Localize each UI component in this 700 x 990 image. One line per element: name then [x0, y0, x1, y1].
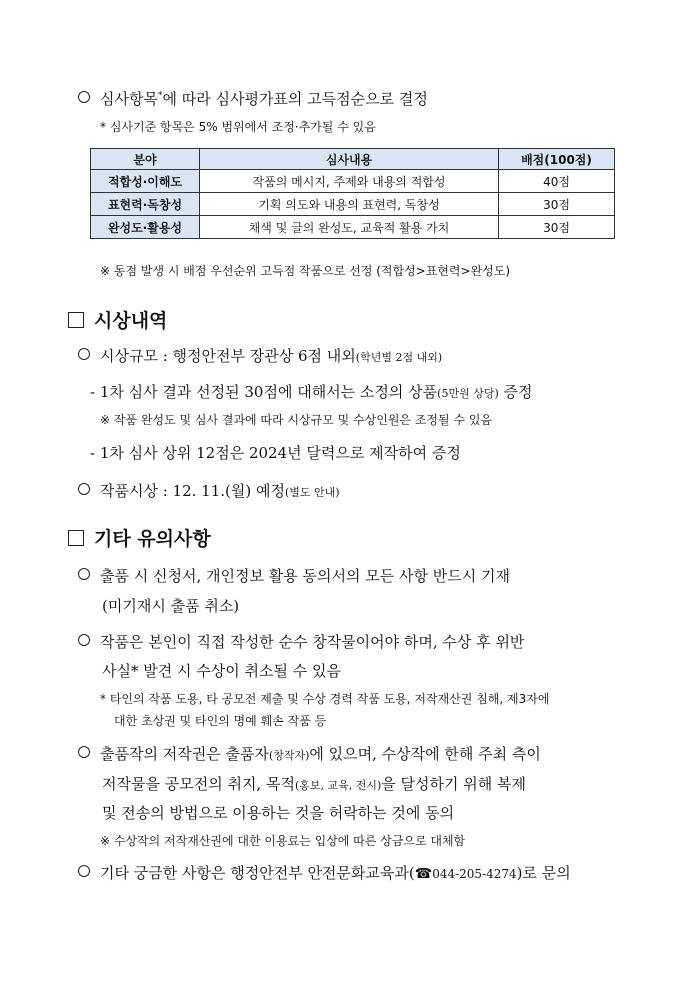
award-scale-text: 시상규모 : 행정안전부 장관상 6점 내외 [100, 347, 356, 365]
bullet-circle-icon [78, 746, 90, 758]
copyright-fee-note: ※ 수상작의 저작재산권에 대한 이용료는 입상에 따른 상금으로 대체함 [100, 834, 466, 848]
bullet-circle-icon [78, 634, 90, 646]
awards-heading-text: 시상내역 [94, 310, 168, 332]
score-table-header [91, 149, 615, 170]
evaluation-criteria-line [78, 88, 428, 109]
copyright-creator: (창작자) [268, 749, 310, 762]
row-category: 완성도·활용성 [91, 216, 200, 239]
bullet-circle-icon [78, 91, 90, 103]
contact-suffix: 로 문의 [522, 864, 571, 882]
awards-heading [68, 306, 167, 333]
row-score: 30점 [499, 193, 615, 216]
bullet-circle-icon [78, 483, 90, 495]
table-row [91, 216, 615, 239]
row-score: 40점 [499, 170, 615, 193]
first-round-prize-line [90, 381, 533, 402]
checkbox-square-icon [68, 312, 84, 328]
violation-note-2: 대한 초상권 및 타인의 명예 훼손 작품 등 [114, 714, 327, 728]
note-item-copyright [78, 743, 541, 764]
originality-cancel-text: 사실* 발견 시 수상이 취소될 수 있음 [102, 662, 341, 680]
ceremony-detail: (별도 안내) [284, 486, 340, 499]
violation-note-1: * 타인의 작품 도용, 타 공모전 제출 및 수상 경력 작품 도용, 저작재산권 침해, 제3자에 [100, 692, 550, 706]
copyright-text-b: 에 있으며, 수상작에 한해 주최 측이 [309, 745, 541, 763]
notes-heading-text: 기타 유의사항 [94, 528, 211, 550]
tie-break-note: ※ 동점 발생 시 배점 우선순위 고득점 작품으로 선정 (적합성>표현력>완성도) [100, 264, 511, 278]
row-content: 기획 의도와 내용의 표현력, 독창성 [200, 193, 499, 216]
footnote-star: * [157, 91, 163, 101]
copyright-purpose-a: 저작물을 공모전의 취지, 목적 [102, 775, 295, 793]
prize-value-detail: (5만원 상당) [437, 387, 499, 400]
ceremony-text: 작품시상 : 12. 11.(월) 예정 [100, 482, 285, 500]
contact-text: 기타 궁금한 사항은 행정안전부 안전문화교육과 [100, 864, 409, 882]
copyright-purpose-detail: (홍보, 교육, 전시) [294, 779, 382, 792]
row-content: 채색 및 글의 완성도, 교육적 활용 가치 [200, 216, 499, 239]
notes-heading [68, 524, 211, 551]
header-content: 심사내용 [200, 149, 499, 170]
table-row [91, 170, 615, 193]
criteria-text: 에 따라 심사평가표의 고득점순으로 결정 [162, 90, 428, 108]
note-item-originality [78, 631, 524, 652]
criteria-note: * 심사기준 항목은 5% 범위에서 조정·추가될 수 있음 [100, 120, 376, 134]
row-category: 적합성·이해도 [91, 170, 200, 193]
award-adjust-note: ※ 작품 완성도 및 심사 결과에 따라 시상규모 및 수상인원은 조정될 수 있음 [100, 413, 492, 427]
row-score: 30점 [499, 216, 615, 239]
ceremony-line [78, 480, 340, 501]
phone-icon: ☎ [414, 866, 433, 882]
row-category: 표현력·독창성 [91, 193, 200, 216]
criteria-label: 심사항목 [100, 90, 158, 108]
bullet-circle-icon [78, 865, 90, 877]
first-round-suffix: 증정 [498, 383, 533, 401]
copyright-text-a: 출품작의 저작권은 출품자 [100, 745, 269, 763]
row-content: 작품의 메시지, 주제와 내용의 적합성 [200, 170, 499, 193]
submission-cancel-text: (미기재시 출품 취소) [102, 597, 240, 615]
copyright-line-2 [102, 773, 526, 794]
checkbox-square-icon [68, 530, 84, 546]
note-item-submission [78, 565, 510, 586]
score-table [90, 148, 615, 239]
calendar-prize-line: - 1차 심사 상위 12점은 2024년 달력으로 제작하여 증정 [90, 444, 461, 462]
header-category: 분야 [91, 149, 200, 170]
table-row [91, 193, 615, 216]
originality-text: 작품은 본인이 직접 작성한 순수 창작물이어야 하며, 수상 후 위반 [100, 633, 525, 651]
copyright-purpose-b: 을 달성하기 위해 복제 [381, 775, 527, 793]
first-round-text: - 1차 심사 결과 선정된 30점에 대해서는 소정의 상품 [90, 383, 438, 401]
note-item-contact: 기타 궁금한 사항은 행정안전부 안전문화교육과(☎044-205-4274)로 문의 [78, 862, 571, 883]
award-scale-line [78, 345, 442, 366]
header-score: 배점(100점) [499, 149, 615, 170]
copyright-line-3: 및 전송의 방법으로 이용하는 것을 허락하는 것에 동의 [102, 804, 455, 822]
award-scale-detail: (학년별 2점 내외) [355, 351, 443, 364]
bullet-circle-icon [78, 348, 90, 360]
bullet-circle-icon [78, 568, 90, 580]
submission-text: 출품 시 신청서, 개인정보 활용 동의서의 모든 사항 반드시 기재 [100, 567, 510, 585]
contact-phone: 044-205-4274 [432, 867, 517, 881]
